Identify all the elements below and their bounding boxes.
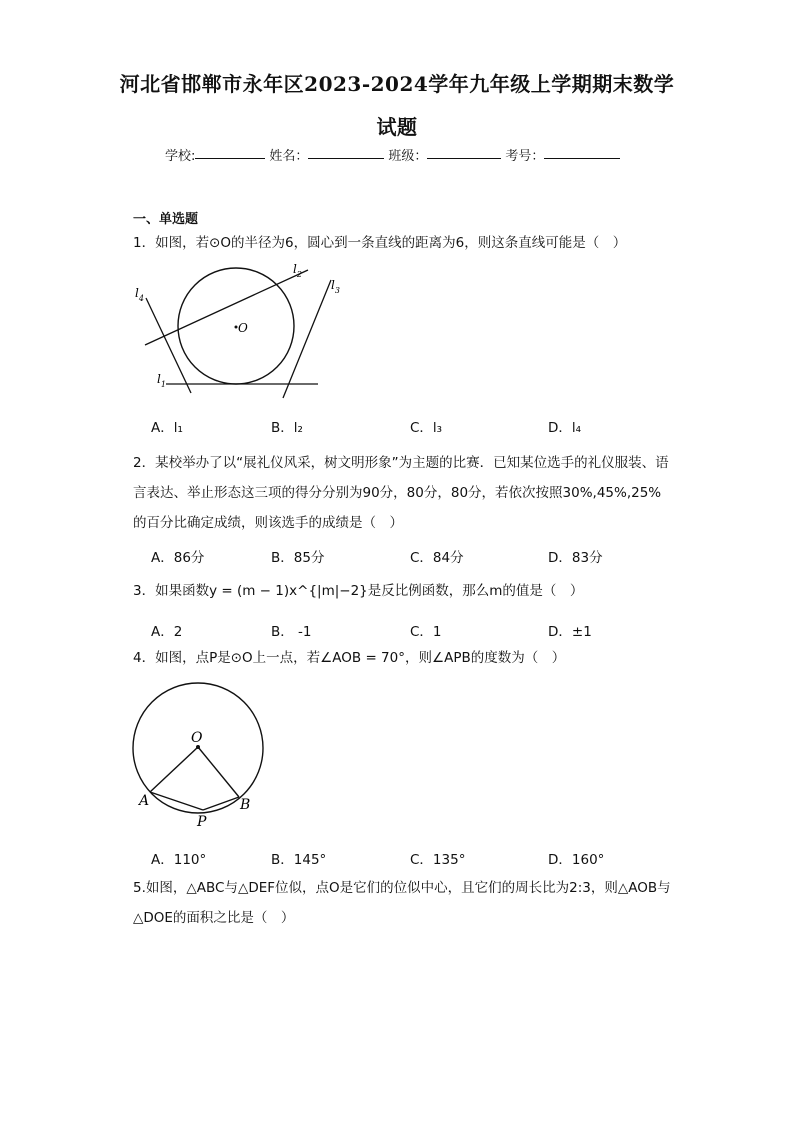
- label-l1: $l_1$: [157, 372, 166, 389]
- option-d[interactable]: D．±1: [548, 624, 592, 640]
- option-d[interactable]: D．160°: [548, 852, 605, 868]
- exam-no-label: 考号：: [505, 149, 545, 164]
- label-o: O: [238, 321, 248, 335]
- segment-ap: [150, 792, 203, 810]
- option-a[interactable]: A．2: [151, 624, 183, 640]
- question-1-figure: [128, 258, 358, 403]
- option-d[interactable]: D．l₄: [548, 420, 582, 436]
- segment-ob: [198, 747, 239, 797]
- option-c[interactable]: C．l₃: [410, 420, 443, 436]
- question-2: 2．某校举办了以“展礼仪风采，树文明形象”为主题的比赛．已知某位选手的礼仪服装、语言表达、举止形态这三项的得分分别为90分，80分，80分，若依次按照30%,45%,25%的百分比确定成绩，则该选手的成绩是（ ）: [133, 455, 669, 531]
- label-o: O: [191, 730, 203, 746]
- label-l4: $l_4$: [135, 286, 144, 303]
- segment-oa: [150, 747, 198, 792]
- line-l3: [283, 280, 331, 398]
- option-a[interactable]: A．86分: [151, 550, 205, 566]
- name-blank[interactable]: [308, 145, 384, 159]
- label-a: A: [139, 793, 150, 809]
- option-a[interactable]: A．110°: [151, 852, 207, 868]
- option-b[interactable]: B．145°: [271, 852, 327, 868]
- option-b[interactable]: B． -1: [271, 624, 312, 640]
- school-blank[interactable]: [195, 145, 265, 159]
- option-b[interactable]: B．l₂: [271, 420, 303, 436]
- student-info-row: [165, 145, 624, 164]
- question-1: 1．如图，若⊙O的半径为6，圆心到一条直线的距离为6，则这条直线可能是（ ）: [133, 235, 627, 251]
- question-3: 3．如果函数y = (m − 1)x^{|m|−2}是反比例函数，那么m的值是（ ）: [133, 583, 584, 599]
- line-l2: [145, 270, 308, 345]
- section-heading: 一、单选题: [133, 212, 199, 227]
- option-c[interactable]: C．84分: [410, 550, 464, 566]
- option-c[interactable]: C．1: [410, 624, 442, 640]
- label-p: P: [197, 814, 207, 830]
- option-b[interactable]: B．85分: [271, 550, 325, 566]
- class-label: 班级：: [388, 149, 428, 164]
- page-title-continued: 试题: [376, 115, 418, 139]
- label-l3: $l_3$: [331, 278, 340, 295]
- question-5: 5.如图，△ABC与△DEF位似，点O是它们的位似中心，且它们的周长比为2:3，则△AOB与△DOE的面积之比是（ ）: [133, 880, 671, 926]
- option-d[interactable]: D．83分: [548, 550, 603, 566]
- label-l2: $l_2$: [293, 262, 302, 279]
- option-c[interactable]: C．135°: [410, 852, 466, 868]
- line-l4: [146, 298, 191, 393]
- option-a[interactable]: A．l₁: [151, 420, 183, 436]
- page-title: 河北省邯郸市永年区2023-2024学年九年级上学期期末数学: [119, 72, 675, 96]
- question-4: 4．如图，点P是⊙O上一点，若∠AOB = 70°，则∠APB的度数为（ ）: [133, 650, 566, 666]
- school-label: 学校:: [165, 149, 196, 164]
- class-blank[interactable]: [427, 145, 501, 159]
- exam-no-blank[interactable]: [544, 145, 620, 159]
- name-label: 姓名：: [269, 149, 309, 164]
- label-b: B: [240, 797, 251, 813]
- question-4-figure: [128, 680, 273, 830]
